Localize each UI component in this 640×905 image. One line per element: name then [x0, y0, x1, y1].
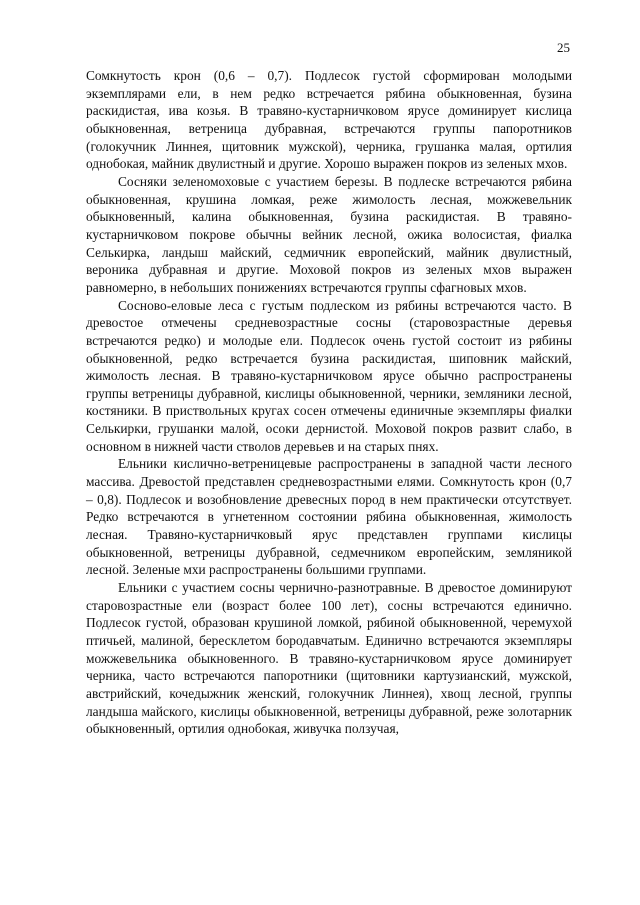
paragraph-bilberry-herb-spruce-forests: Ельники с участием сосны чернично-разнотравные. В древостое доминируют старовозрастные ели (возраст более 100 лет), сосны встречаются единично. Подлесок густой, образован крушиной ломкой, рябиной обыкновенной, черемухой птичьей, малиной, бересклетом бородавчатым. Единично встречаются экземпляры можжевельника обыкновенного. В травяно-кустарничковом ярусе доминирует черника, часто встречаются папоротники (щитовники картузианский, мужской, австрийский, кочедыжник женский, голокучник Линнея), хвощ лесной, группы ландыша майского, кислицы обыкновенной, ветреницы дубравной, реже золотарник обыкновенный, ортилия однобокая, живучка ползучая,	[86, 580, 572, 737]
text-body	[86, 67, 572, 738]
paragraph-spruce-forest-continuation: Сомкнутость крон (0,6 – 0,7). Подлесок густой сформирован молодыми экземплярами ели, в нем редко встречается рябина обыкновенная, бузина раскидистая, ива козья. В травяно-кустарничковом ярусе доминирует кислица обыкновенная, ветреница дубравная, встречаются группы папоротников (голокучник Линнея, щитовник мужской), черника, грушанка малая, ортилия однобокая, майник двулистный и другие. Хорошо выражен покров из зеленых мхов.	[86, 68, 572, 172]
page-number: 25	[557, 40, 570, 55]
paragraph-oxalis-anemone-spruce-forests: Ельники кислично-ветреницевые распространены в западной части лесного массива. Древостой представлен средневозрастными елями. Сомкнутость крон (0,7 – 0,8). Подлесок и возобновление древесных пород в нем практически отсутствует. Редко встречаются в угнетенном состоянии рябина обыкновенная, жимолость лесная. Травяно-кустарничковый ярус представлен группами кислицы обыкновенной, ветреницы дубравной, седмечником европейским, земляникой лесной. Зеленые мхи распространены большими группами.	[86, 456, 572, 578]
paragraph-pine-spruce-forests: Сосново-еловые леса с густым подлеском из рябины встречаются часто. В древостое отмечены средневозрастные сосны (старовозрастные деревья встречаются редко) и молодые ели. Подлесок очень густой состоит из рябины обыкновенной, редко встречается бузина раскидистая, шиповник майский, жимолость лесная. В травяно-кустарничковом ярусе обычно распространены группы ветреницы дубравной, кислицы обыкновенной, черники, земляники лесной, костяники. В приствольных кругах сосен отмечены единичные экземпляры фиалки Селькирки, грушанки малой, осоки дернистой. Моховой покров развит слабо, в основном в нижней части стволов деревьев и на старых пнях.	[86, 297, 572, 454]
paragraph-green-moss-pine-forests: Сосняки зеленомоховые с участием березы. В подлеске встречаются рябина обыкновенная, крушина ломкая, реже жимолость лесная, можжевельник обыкновенный, калина обыкновенная, бузина раскидистая. В травяно-кустарничковом покрове обычны вейник лесной, ожика волосистая, фиалка Селькирка, ландыш майский, седмичник европейский, майник двулистный, вероника дубравная и другие. Моховой покров из зеленых мхов выражен равномерно, в небольших понижениях встречаются группы сфагновых мхов.	[86, 173, 572, 295]
